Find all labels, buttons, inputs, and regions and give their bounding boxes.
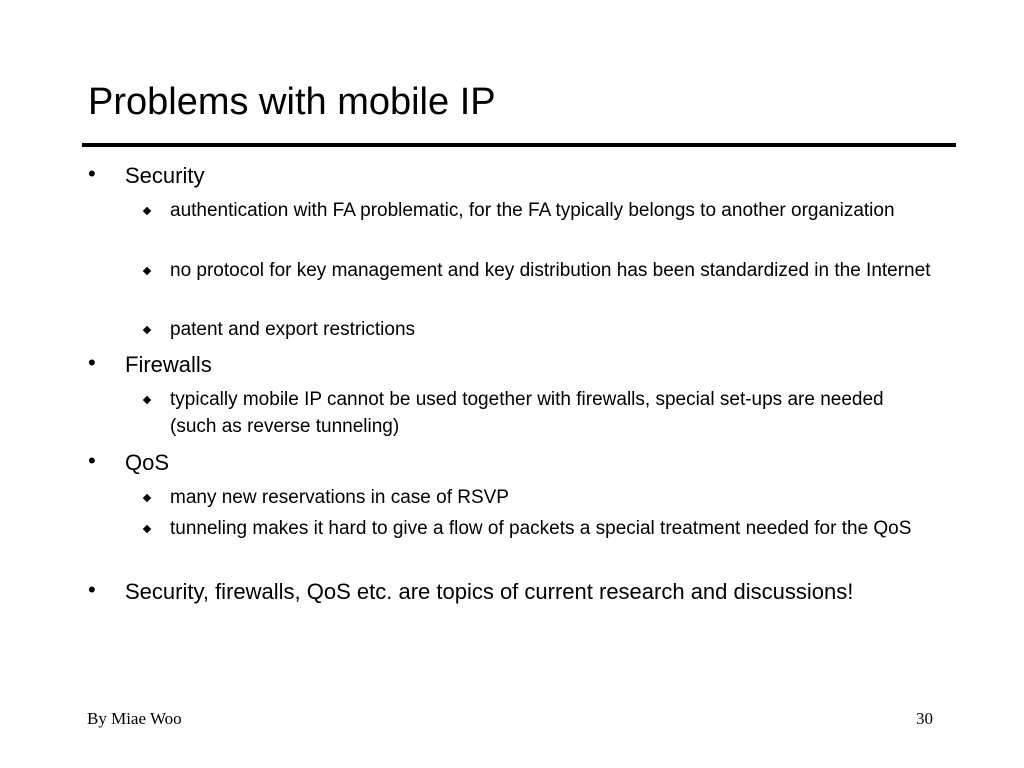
diamond-bullet-icon [140,264,154,278]
sub-bullet-text: many new reservations in case of RSVP [170,487,509,508]
bullet-qos [88,448,945,478]
slide-title: Problems with mobile IP [88,81,496,123]
diamond-bullet-icon [140,491,154,505]
bullet-marker: • [88,448,96,473]
diamond-bullet-icon [140,522,154,536]
sub-bullet-text: authentication with FA problematic, for the FA typically belongs to another organization [170,200,895,221]
sub-bullet-tunneling [170,515,945,542]
bullet-text: Security [125,163,205,188]
page-number: 30 [916,709,933,728]
bullet-text: QoS [125,450,170,475]
sub-bullet-authentication [170,197,945,224]
sub-bullet-text: patent and export restrictions [170,319,416,340]
bullet-marker: • [88,161,96,186]
sub-bullet-text: no protocol for key management and key distribution has been standardized in the Internet [170,260,931,281]
diamond-bullet-icon [140,204,154,218]
footer-author: By Miae Woo [87,709,182,728]
sub-bullet-rsvp [170,484,945,511]
bullet-research [88,577,855,607]
sub-bullet-patent [170,316,945,343]
bullet-marker: • [88,350,96,375]
sub-bullet-key-management [170,257,945,284]
bullet-security [88,161,945,191]
bullet-text: Security, firewalls, QoS etc. are topics of current research and discussions! [125,579,854,604]
title-underline [82,143,956,147]
bullet-marker: • [88,577,96,602]
bullet-firewalls [88,350,945,380]
sub-bullet-text: typically mobile IP cannot be used together with firewalls, special set-ups are needed (such as reverse tunneling) [170,389,884,437]
sub-bullet-text: tunneling makes it hard to give a flow of packets a special treatment needed for the QoS [170,518,912,539]
sub-bullet-firewall-setups [170,386,910,440]
diamond-bullet-icon [140,323,154,337]
bullet-text: Firewalls [125,352,212,377]
diamond-bullet-icon [140,393,154,407]
